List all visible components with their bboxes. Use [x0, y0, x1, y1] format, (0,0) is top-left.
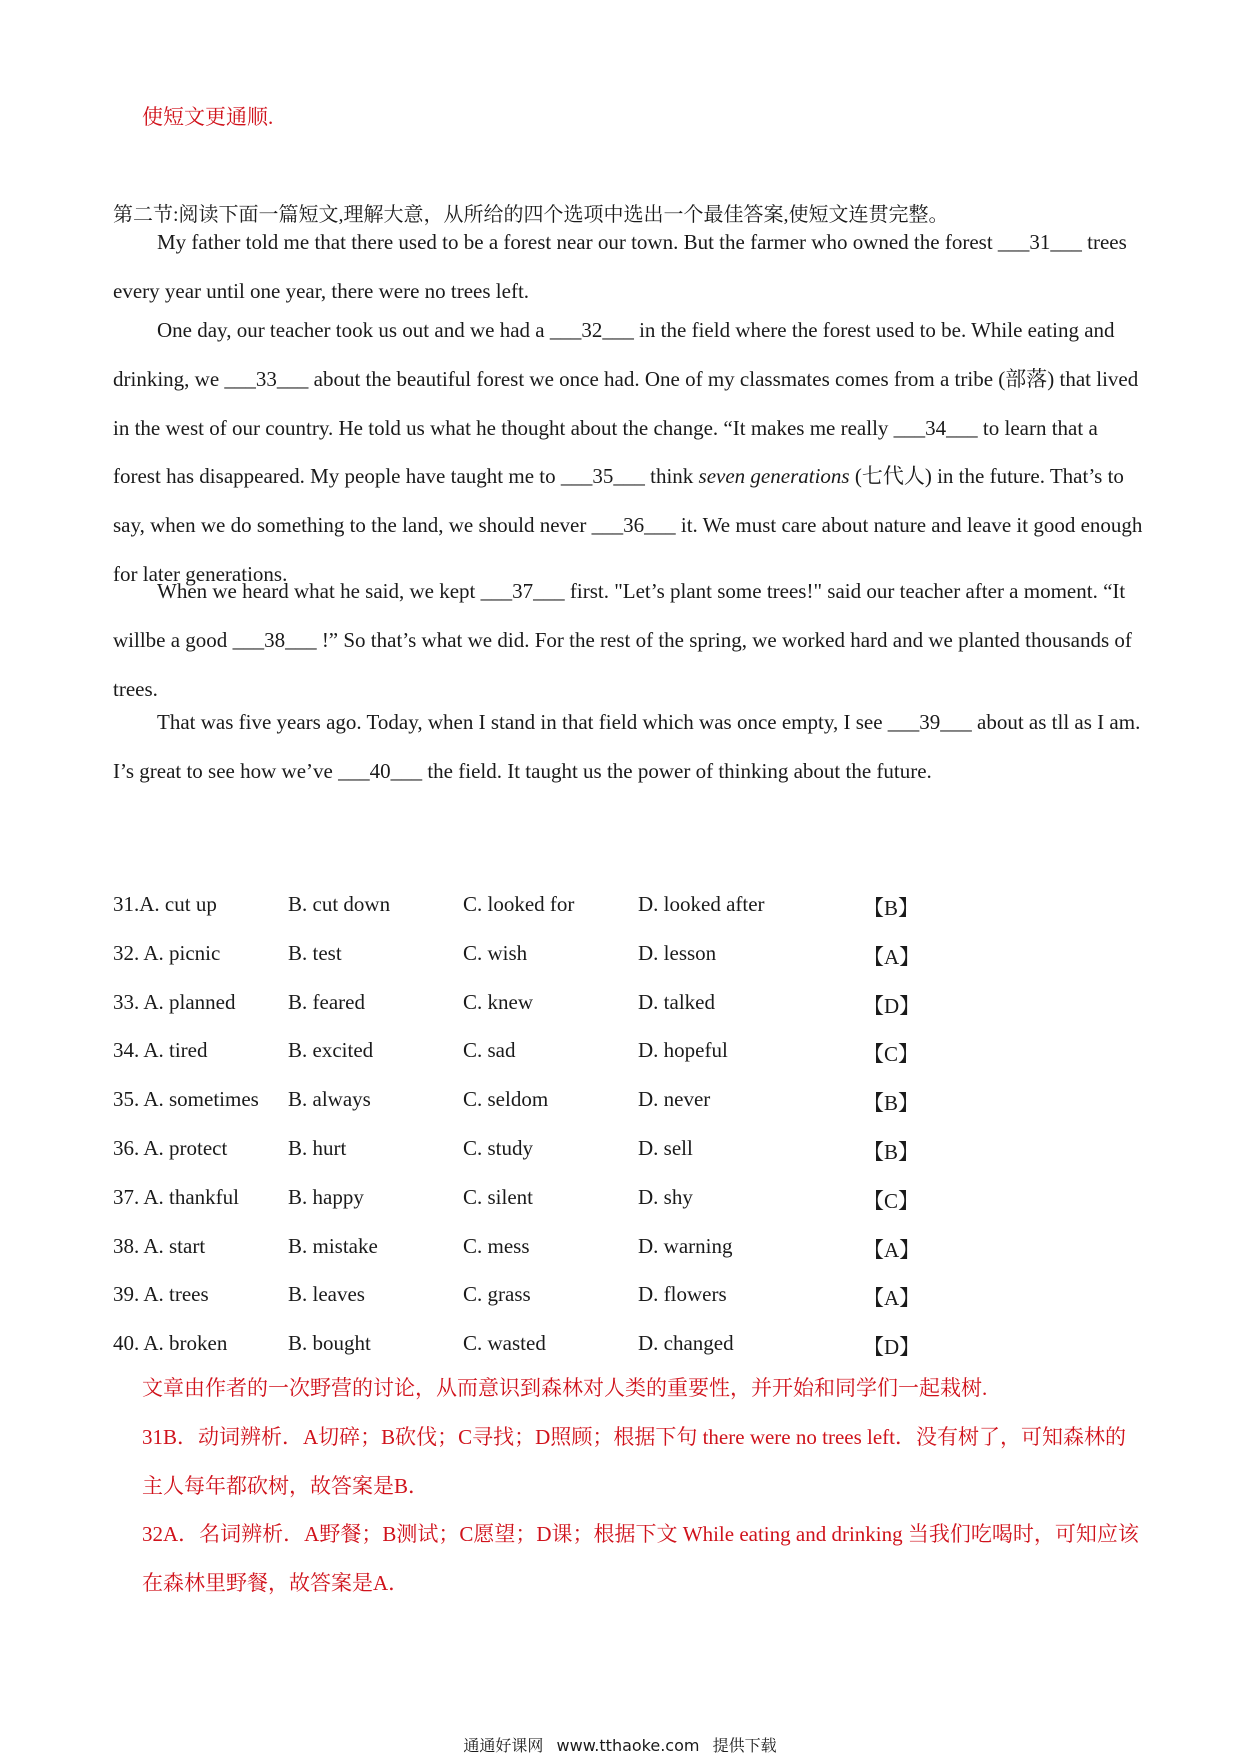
option-b: B. mistake — [288, 1234, 378, 1258]
option-c: C. sad — [463, 1038, 516, 1062]
passage-paragraph-1 — [113, 218, 1143, 316]
passage-text: to learn that a forest has disappeared. My people have taught me to — [113, 415, 1098, 489]
question-number-option-a: 34. A. tired — [113, 1038, 208, 1062]
option-d: D. talked — [638, 990, 715, 1014]
answer-key: 【B】 — [863, 1140, 920, 1164]
passage-text: trees every year until one year, there were no trees left. — [113, 230, 1127, 303]
explanation-32: 32A．名词辨析．A野餐；B测试；C愿望；D课；根据下文 While eating and drinking 当我们吃喝时，可知应该在森林里野餐，故答案是A． — [142, 1522, 1139, 1595]
option-c: C. mess — [463, 1234, 530, 1258]
blank-38: ___38___ — [232, 627, 317, 652]
passage-text: the field. It taught us the power of thinking about the future. — [422, 758, 932, 783]
option-d: D. lesson — [638, 941, 717, 965]
answer-key: 【B】 — [863, 896, 920, 920]
question-number-option-a: 39. A. trees — [113, 1282, 209, 1306]
blank-37: ___37___ — [480, 579, 565, 603]
blank-35: ___35___ — [560, 464, 645, 489]
question-number-option-a: 32. A. picnic — [113, 941, 221, 965]
answer-key: 【D】 — [863, 1335, 921, 1359]
passage-text: about the beautiful forest we once had. One of my classmates comes from a tribe (部落) that lived in the west of our country. He told us what he thought about the change. “It makes me really — [113, 366, 1139, 440]
answer-key: 【D】 — [863, 994, 921, 1018]
italic-phrase: seven generations — [698, 464, 850, 489]
blank-34: ___34___ — [893, 415, 978, 440]
option-d: D. changed — [638, 1331, 734, 1355]
blank-33: ___33___ — [224, 366, 309, 391]
option-b: B. excited — [288, 1038, 374, 1062]
blank-40: ___40___ — [338, 758, 423, 783]
option-b: B. feared — [288, 990, 365, 1014]
option-d: D. hopeful — [638, 1038, 728, 1062]
footer-site-url[interactable]: www.tthaoke.com — [556, 1736, 700, 1755]
question-number-option-a: 37. A. thankful — [113, 1185, 239, 1209]
answer-key: 【A】 — [863, 1286, 921, 1310]
page-footer — [0, 1733, 1240, 1756]
explanation-31: 31B．动词辨析．A切碎；B砍伐；C寻找；D照顾；根据下句 there were no trees left．没有树了，可知森林的主人每年都砍树，故答案是B． — [142, 1425, 1126, 1498]
passage-paragraph-3 — [113, 567, 1143, 713]
footer-suffix: 提供下载 — [712, 1736, 777, 1755]
answer-key: 【B】 — [863, 1091, 920, 1115]
option-c: C. knew — [463, 990, 533, 1014]
option-c: C. looked for — [463, 892, 575, 916]
passage-text: My father told me that there used to be a forest near our town. But the farmer who owned the forest — [157, 230, 998, 254]
passage-text: One day, our teacher took us out and we had a — [157, 318, 550, 342]
blank-39: ___39___ — [887, 710, 972, 734]
answer-key: 【C】 — [863, 1042, 920, 1066]
option-b: B. always — [288, 1087, 371, 1111]
blank-32: ___32___ — [549, 318, 634, 342]
answer-key: 【A】 — [863, 945, 921, 969]
option-c: C. study — [463, 1136, 534, 1160]
option-c: C. seldom — [463, 1087, 549, 1111]
option-b: B. happy — [288, 1185, 364, 1209]
passage-text: When we heard what he said, we kept — [157, 579, 481, 603]
answer-key: 【C】 — [863, 1189, 920, 1213]
passage-text: That was five years ago. Today, when I stand in that field which was once empty, I see — [157, 710, 888, 734]
question-number-option-a: 36. A. protect — [113, 1136, 228, 1160]
explanation-summary: 文章由作者的一次野营的讨论，从而意识到森林对人类的重要性，并开始和同学们一起栽树. — [142, 1376, 988, 1400]
passage-text: first. "Let’s plant some trees!" said our teacher after a moment. “It willbe a good — [113, 579, 1126, 652]
option-d: D. looked after — [638, 892, 765, 916]
option-b: B. leaves — [288, 1282, 365, 1306]
passage-text: in the field where the forest used to be. While eating and drinking, we — [113, 318, 1115, 391]
option-d: D. sell — [638, 1136, 693, 1160]
option-b: B. hurt — [288, 1136, 347, 1160]
option-d: D. flowers — [638, 1282, 727, 1306]
option-c: C. wish — [463, 941, 528, 965]
question-number-option-a: 31.A. cut up — [113, 892, 217, 916]
blank-36: ___36___ — [591, 513, 676, 538]
question-number-option-a: 38. A. start — [113, 1234, 206, 1258]
option-d: D. never — [638, 1087, 711, 1111]
passage-text: think — [644, 464, 699, 489]
option-b: B. cut down — [288, 892, 391, 916]
option-d: D. warning — [638, 1234, 733, 1258]
question-number-option-a: 33. A. planned — [113, 990, 236, 1014]
passage-text: (七代人) in the future. That’s to say, when we do something to the land, we should never — [113, 464, 1124, 538]
top-note: 使短文更通顺. — [142, 105, 274, 129]
option-c: C. silent — [463, 1185, 534, 1209]
footer-site-name: 通通好课网 — [463, 1736, 544, 1755]
answer-key: 【A】 — [863, 1238, 921, 1262]
blank-31: ___31___ — [997, 230, 1082, 254]
passage-paragraph-2 — [113, 306, 1143, 599]
option-c: C. wasted — [463, 1331, 546, 1355]
option-c: C. grass — [463, 1282, 531, 1306]
option-b: B. bought — [288, 1331, 371, 1355]
option-d: D. shy — [638, 1185, 693, 1209]
passage-paragraph-4 — [113, 698, 1143, 796]
passage-text: about as tll as I am. I’s great to see how we’ve — [113, 710, 1141, 783]
question-number-option-a: 40. A. broken — [113, 1331, 228, 1355]
passage-text: it. We must care about nature and leave it good enough for later generations. — [113, 513, 1143, 586]
question-number-option-a: 35. A. sometimes — [113, 1087, 259, 1111]
passage-text: !” So that’s what we did. For the rest of the spring, we worked hard and we planted thousands of trees. — [113, 627, 1132, 701]
option-b: B. test — [288, 941, 342, 965]
section-heading: 第二节:阅读下面一篇短文,理解大意，从所给的四个选项中选出一个最佳答案,使短文连贯完整。 — [113, 204, 949, 226]
